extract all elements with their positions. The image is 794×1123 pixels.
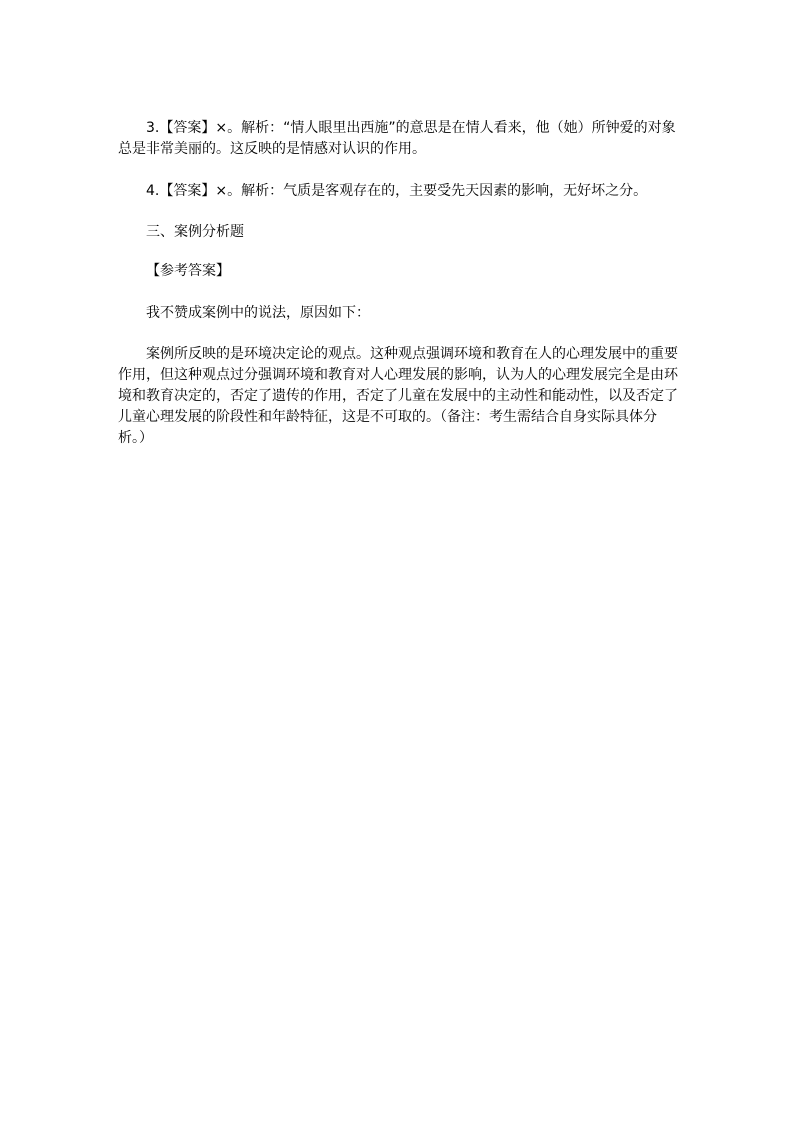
analysis-paragraph: 案例所反映的是环境决定论的观点。这种观点强调环境和教育在人的心理发展中的重要作用，但这种观点过分强调环境和教育对人心理发展的影响，认为人的心理发展完全是由环境和教育决定的，否定了遗传的作用，否定了儿童在发展中的主动性和能动性，以及否定了儿童心理发展的阶段性和年龄特征，这是不可取的。（备注：考生需结合自身实际具体分析。） xyxy=(118,346,678,446)
answer-4-paragraph: 4.【答案】×。解析：气质是客观存在的，主要受先天因素的影响，无好坏之分。 xyxy=(146,183,648,199)
opinion-statement-paragraph: 我不赞成案例中的说法，原因如下： xyxy=(146,305,370,321)
section-heading-case-analysis: 三、案例分析题 xyxy=(146,224,244,240)
reference-answer-heading: 【参考答案】 xyxy=(146,263,230,279)
answer-3-paragraph: 3.【答案】×。解析：“情人眼里出西施”的意思是在情人看来，他（她）所钟爱的对象总是非常美丽的。这反映的是情感对认识的作用。 xyxy=(118,120,676,157)
document-body xyxy=(118,118,678,449)
